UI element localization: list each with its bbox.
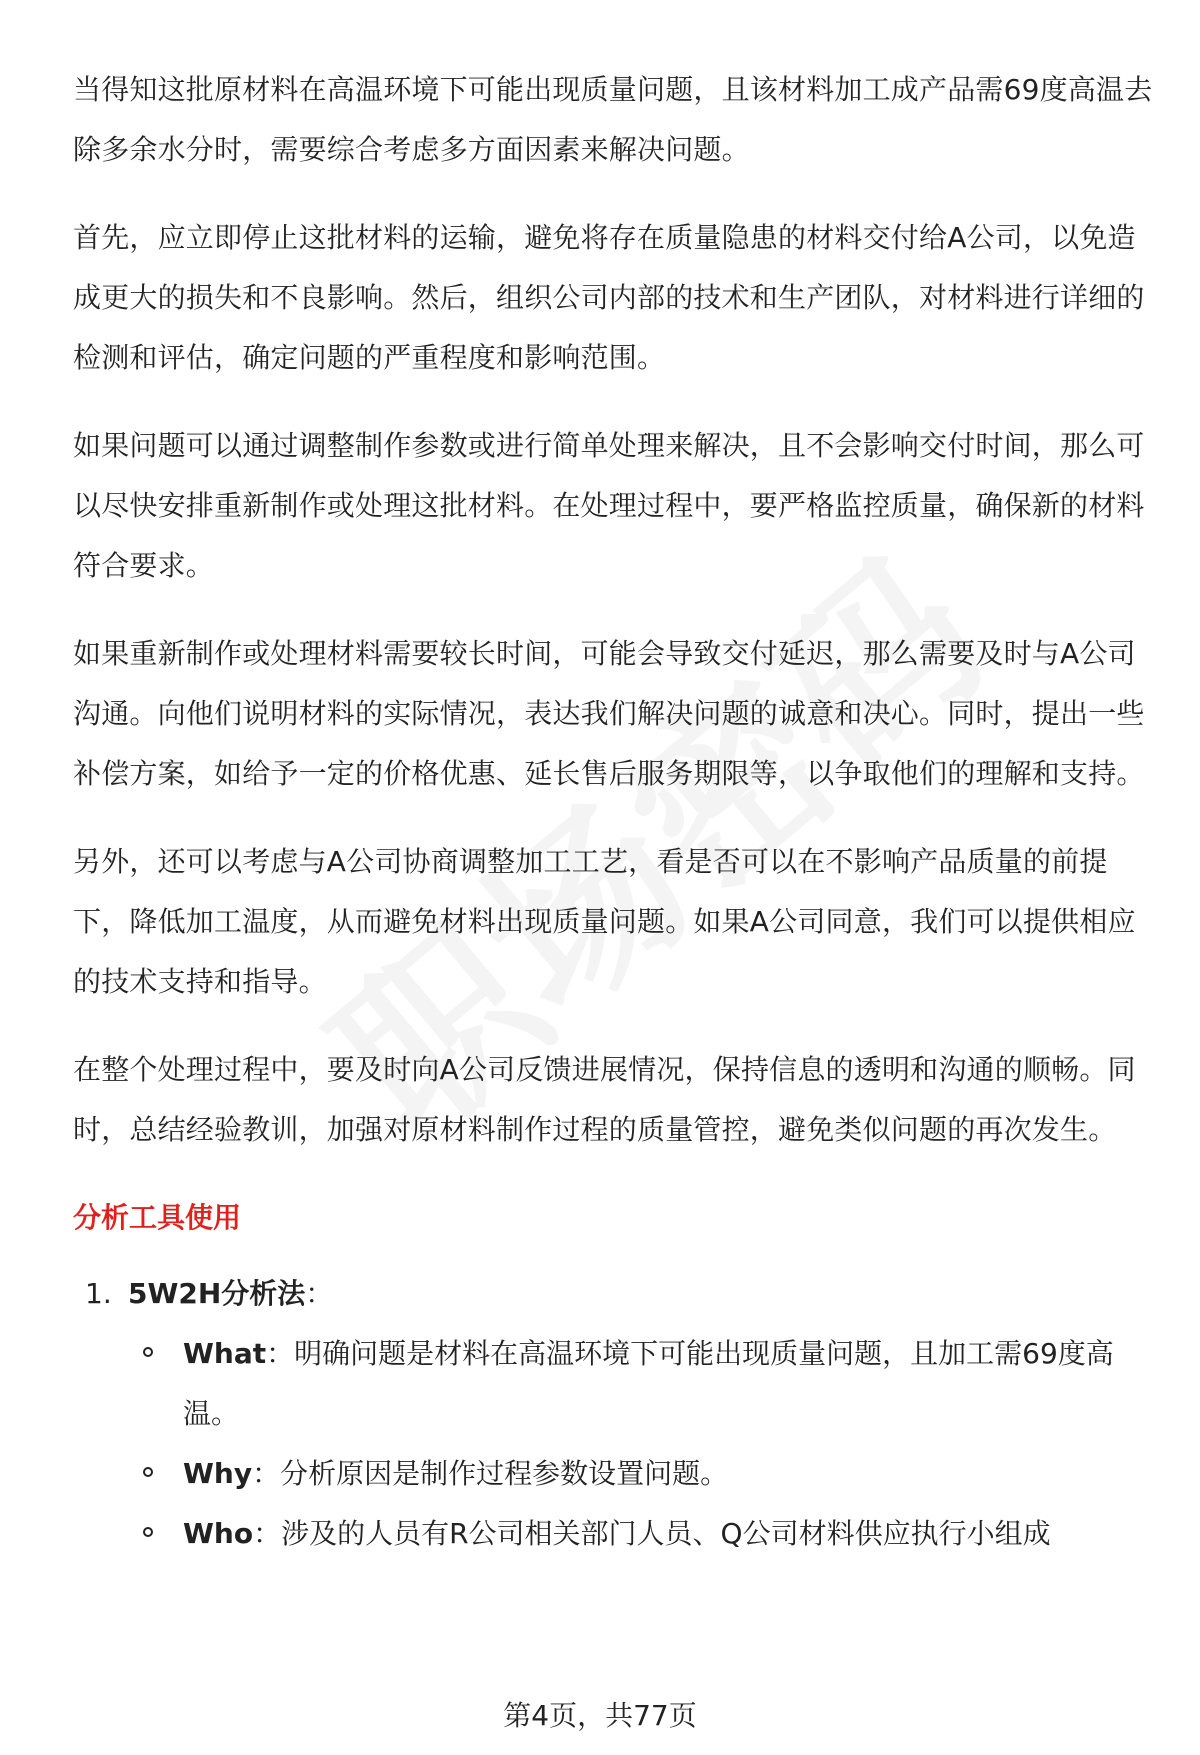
sub-item-why [128, 1444, 1153, 1504]
paragraph-5: 另外，还可以考虑与A公司协商调整加工工艺，看是否可以在不影响产品质量的前提下，降低加工温度，从而避免材料出现质量问题。如果A公司同意，我们可以提供相应的技术支持和指导。 [73, 845, 1136, 998]
circle-bullet-icon [143, 1527, 153, 1537]
sub-item-text: 涉及的人员有R公司相关部门人员、Q公司材料供应执行小组成 [281, 1517, 1051, 1550]
paragraph-1: 当得知这批原材料在高温环境下可能出现质量问题，且该材料加工成产品需69度高温去除多余水分时，需要综合考虑多方面因素来解决问题。 [73, 73, 1153, 166]
circle-bullet-icon [143, 1467, 153, 1477]
sub-item-text: 分析原因是制作过程参数设置问题。 [280, 1457, 729, 1490]
tools-list [73, 1264, 1153, 1564]
sub-item-term: Why [183, 1457, 253, 1490]
sub-item-who [128, 1504, 1153, 1564]
sub-item-sep: ： [253, 1517, 282, 1550]
circle-bullet-icon [143, 1347, 153, 1357]
sub-item-term: Who [183, 1517, 254, 1550]
tool-sub-list [128, 1324, 1153, 1564]
paragraph-3: 如果问题可以通过调整制作参数或进行简单处理来解决，且不会影响交付时间，那么可以尽快安排重新制作或处理这批材料。在处理过程中，要严格监控质量，确保新的材料符合要求。 [73, 429, 1145, 582]
paragraph-2: 首先，应立即停止这批材料的运输，避免将存在质量隐患的材料交付给A公司，以免造成更大的损失和不良影响。然后，组织公司内部的技术和生产团队，对材料进行详细的检测和评估，确定问题的严重程度和影响范围。 [73, 221, 1145, 374]
tool-name-suffix: ： [305, 1277, 334, 1310]
sub-item-text: 明确问题是材料在高温环境下可能出现质量问题，且加工需69度高温。 [183, 1337, 1114, 1430]
paragraph-6: 在整个处理过程中，要及时向A公司反馈进展情况，保持信息的透明和沟通的顺畅。同时，总结经验教训，加强对原材料制作过程的质量管控，避免类似问题的再次发生。 [73, 1053, 1136, 1146]
sub-item-term: What [183, 1337, 267, 1370]
sub-item-sep: ： [266, 1337, 295, 1370]
sub-item-what [128, 1324, 1153, 1444]
tool-item-5w2h [73, 1264, 1153, 1564]
section-heading: 分析工具使用 [73, 1201, 242, 1234]
page-content [73, 60, 1153, 1564]
paragraph-4: 如果重新制作或处理材料需要较长时间，可能会导致交付延迟，那么需要及时与A公司沟通。向他们说明材料的实际情况，表达我们解决问题的诚意和决心。同时，提出一些补偿方案，如给予一定的价格优惠、延长售后服务期限等，以争取他们的理解和支持。 [73, 637, 1145, 790]
list-number: 1. [85, 1277, 112, 1310]
page-footer: 第4页，共77页 [503, 1699, 697, 1732]
sub-item-sep: ： [252, 1457, 281, 1490]
tool-name: 5W2H分析法 [128, 1277, 306, 1310]
